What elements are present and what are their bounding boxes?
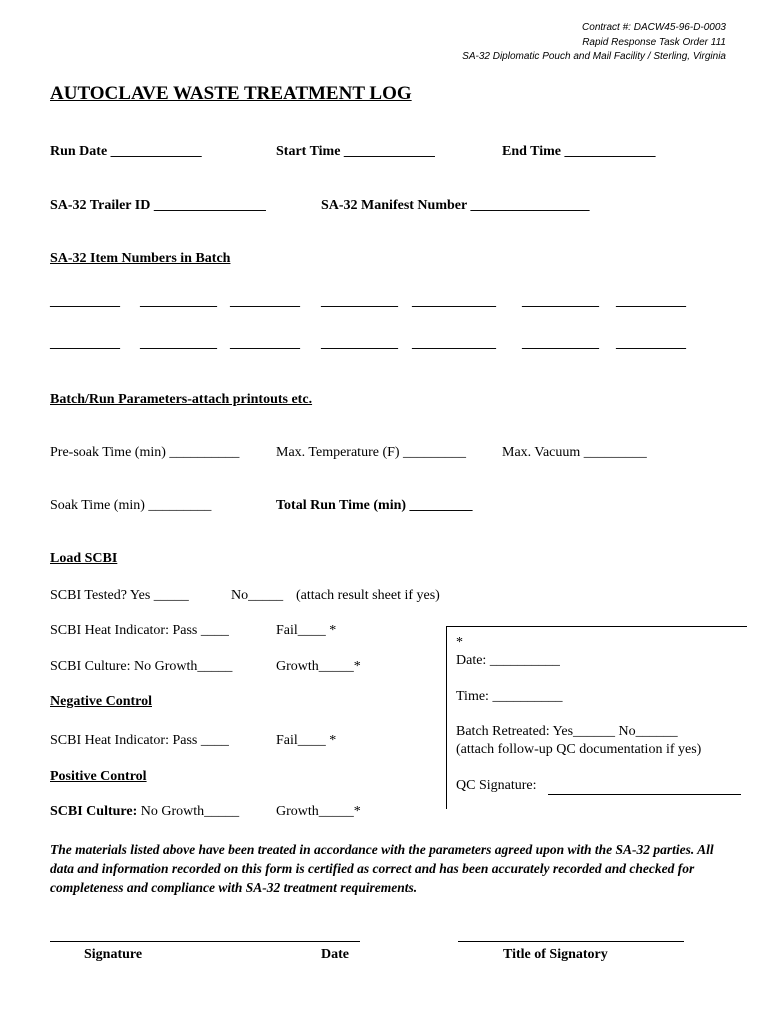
item-blank[interactable]: ___________ [321, 336, 398, 351]
item-blank[interactable]: __________ [230, 336, 300, 351]
scbi-heat-fail-field[interactable]: Fail____ * [276, 623, 337, 638]
item-blank[interactable]: __________ [230, 294, 300, 309]
item-blank[interactable]: ____________ [412, 336, 496, 351]
load-scbi-heading: Load SCBI [50, 551, 118, 566]
item-blank[interactable]: ____________ [412, 294, 496, 309]
positive-culture-label: SCBI Culture: [50, 804, 138, 819]
negative-heat-pass-field[interactable]: SCBI Heat Indicator: Pass ____ [50, 733, 229, 748]
facility-name: SA-32 Diplomatic Pouch and Mail Facility / Sterling, Virginia [462, 51, 726, 62]
retreat-date-field[interactable]: Date: __________ [456, 653, 560, 668]
max-temperature-field[interactable]: Max. Temperature (F) _________ [276, 445, 467, 460]
page-title: AUTOCLAVE WASTE TREATMENT LOG [50, 83, 412, 104]
item-blank[interactable]: ___________ [140, 336, 217, 351]
scbi-heat-pass-field[interactable]: SCBI Heat Indicator: Pass ____ [50, 623, 229, 638]
task-order: Rapid Response Task Order 111 [582, 37, 726, 48]
negative-control-heading: Negative Control [50, 694, 152, 709]
scbi-culture-no-growth-field[interactable]: SCBI Culture: No Growth_____ [50, 659, 233, 674]
signature-label: Signature [84, 947, 143, 962]
presoak-time-field[interactable]: Pre-soak Time (min) __________ [50, 445, 240, 460]
retreat-time-field[interactable]: Time: __________ [456, 689, 563, 704]
title-of-signatory-label: Title of Signatory [503, 947, 608, 962]
max-vacuum-field[interactable]: Max. Vacuum _________ [502, 445, 647, 460]
batch-retreated-field[interactable]: Batch Retreated: Yes______ No______ [456, 724, 678, 739]
date-label: Date [321, 947, 349, 962]
start-time-field[interactable]: Start Time _____________ [276, 144, 435, 159]
item-blank[interactable]: __________ [50, 336, 120, 351]
item-blank[interactable]: __________ [616, 336, 686, 351]
item-numbers-heading: SA-32 Item Numbers in Batch [50, 251, 231, 266]
qc-signature-label: QC Signature: [456, 778, 537, 793]
scbi-culture-growth-field[interactable]: Growth_____* [276, 659, 361, 674]
contract-number: Contract #: DACW45-96-D-0003 [582, 22, 726, 33]
title-signatory-line[interactable] [458, 941, 684, 942]
positive-control-heading: Positive Control [50, 769, 147, 784]
certification-statement: The materials listed above have been treated in accordance with the parameters agreed upon with the SA-32 parties. All data and information recorded on this form is certified as correct and has been accurately recorded and checked for completeness and compliance with SA-32 treatment requirements. [50, 842, 714, 895]
item-blank[interactable]: __________ [616, 294, 686, 309]
end-time-field[interactable]: End Time _____________ [502, 144, 656, 159]
positive-culture-no-growth-blank[interactable]: No Growth_____ [137, 804, 240, 819]
followup-note: (attach follow-up QC documentation if yes) [456, 742, 702, 757]
manifest-number-field[interactable]: SA-32 Manifest Number _________________ [321, 198, 590, 213]
scbi-tested-yes-field[interactable]: SCBI Tested? Yes _____ [50, 588, 189, 603]
total-run-time-field[interactable]: Total Run Time (min) _________ [276, 498, 473, 513]
run-date-field[interactable]: Run Date _____________ [50, 144, 202, 159]
retreat-asterisk: * [456, 635, 463, 650]
batch-parameters-heading: Batch/Run Parameters-attach printouts etc. [50, 392, 313, 407]
item-blank[interactable]: ___________ [321, 294, 398, 309]
trailer-id-field[interactable]: SA-32 Trailer ID ________________ [50, 198, 266, 213]
positive-culture-no-growth-field[interactable] [50, 804, 239, 820]
item-blank[interactable]: ___________ [522, 336, 599, 351]
scbi-tested-note: (attach result sheet if yes) [296, 588, 440, 603]
scbi-tested-no-field[interactable]: No_____ [231, 588, 284, 603]
item-blank[interactable]: __________ [50, 294, 120, 309]
negative-heat-fail-field[interactable]: Fail____ * [276, 733, 337, 748]
positive-culture-growth-field[interactable]: Growth_____* [276, 804, 361, 819]
signature-date-line[interactable] [50, 941, 360, 942]
retreatment-box [446, 626, 747, 809]
soak-time-field[interactable]: Soak Time (min) _________ [50, 498, 212, 513]
qc-signature-line[interactable] [548, 794, 741, 795]
item-blank[interactable]: ___________ [140, 294, 217, 309]
item-blank[interactable]: ___________ [522, 294, 599, 309]
